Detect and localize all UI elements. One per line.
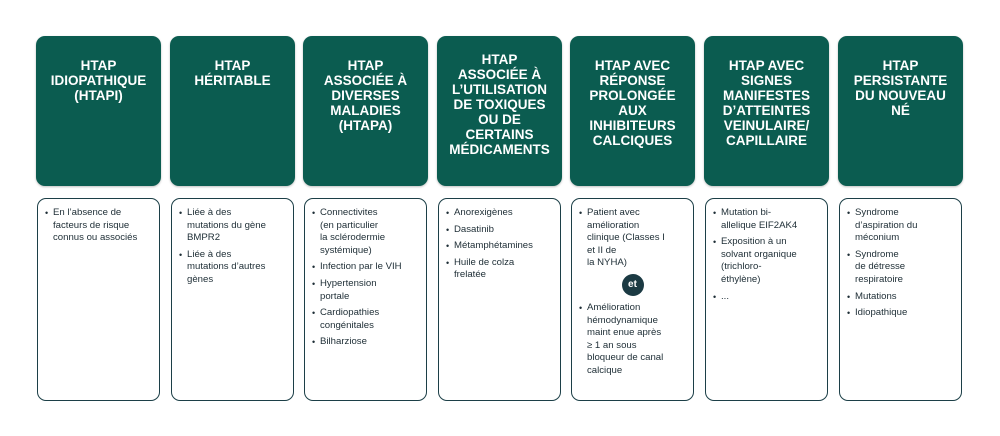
column-body <box>171 198 294 401</box>
column-htap-associee-maladies <box>303 36 428 348</box>
column-header: HTAP ASSOCIÉE À DIVERSES MALADIES (HTAPA) <box>303 36 428 186</box>
column-htap-idiopathique <box>36 36 161 244</box>
list-item: • Amélioration hémodynamique maint enue après ≥ 1 an sous bloqueur de canal calcique <box>578 302 687 378</box>
list-item: • Cardiopathies congénitales <box>311 307 420 332</box>
list-item: • Mutations <box>846 291 955 304</box>
column-header: HTAP HÉRITABLE <box>170 36 295 186</box>
column-htap-toxiques <box>437 36 562 281</box>
column-htap-veinulaire-capillaire <box>704 36 829 302</box>
list-item: • Patient avec amélioration clinique (Classes I et II de la NYHA) <box>578 207 687 270</box>
column-header: HTAP ASSOCIÉE À L’UTILISATION DE TOXIQUES OU DE CERTAINS MÉDICAMENTS <box>437 36 562 186</box>
list-item: • Bilharziose <box>311 336 420 349</box>
column-htap-nouveau-ne <box>838 36 963 319</box>
column-body <box>571 198 694 401</box>
column-htap-inhibiteurs-calciques <box>570 36 695 376</box>
column-header: HTAP IDIOPATHIQUE (HTAPI) <box>36 36 161 186</box>
list-item: • Liée à des mutations du gène BMPR2 <box>178 207 287 245</box>
list-item: • Mutation bi- allelique EIF2AK4 <box>712 207 821 232</box>
list-item: • Infection par le VIH <box>311 261 420 274</box>
list-item: • Exposition à un solvant organique (trichloro- éthylène) <box>712 236 821 286</box>
column-body <box>839 198 962 401</box>
column-header: HTAP AVEC RÉPONSE PROLONGÉE AUX INHIBITEURS CALCIQUES <box>570 36 695 186</box>
column-body <box>37 198 160 401</box>
column-htap-heritable <box>170 36 295 285</box>
list-item: • Hypertension portale <box>311 278 420 303</box>
list-item: • Anorexigènes <box>445 207 554 220</box>
column-body <box>705 198 828 401</box>
list-item: • Métamphétamines <box>445 240 554 253</box>
list-item: • Dasatinib <box>445 224 554 237</box>
column-body <box>304 198 427 401</box>
list-item: • Connectivites (en particulier la sclérodermie systémique) <box>311 207 420 257</box>
list-item: • Syndrome d’aspiration du méconium <box>846 207 955 245</box>
list-item: • Huile de colza frelatée <box>445 257 554 282</box>
column-header: HTAP AVEC SIGNES MANIFESTES D’ATTEINTES VEINULAIRE/ CAPILLAIRE <box>704 36 829 186</box>
et-connector-badge: et <box>622 274 644 296</box>
column-body <box>438 198 561 401</box>
list-item: • En l’absence de facteurs de risque connus ou associés <box>44 207 153 245</box>
column-header: HTAP PERSISTANTE DU NOUVEAU NÉ <box>838 36 963 186</box>
list-item: • Liée à des mutations d’autres gènes <box>178 249 287 287</box>
list-item: • Syndrome de détresse respiratoire <box>846 249 955 287</box>
list-item: • ... <box>712 291 821 304</box>
list-item: • Idiopathique <box>846 307 955 320</box>
